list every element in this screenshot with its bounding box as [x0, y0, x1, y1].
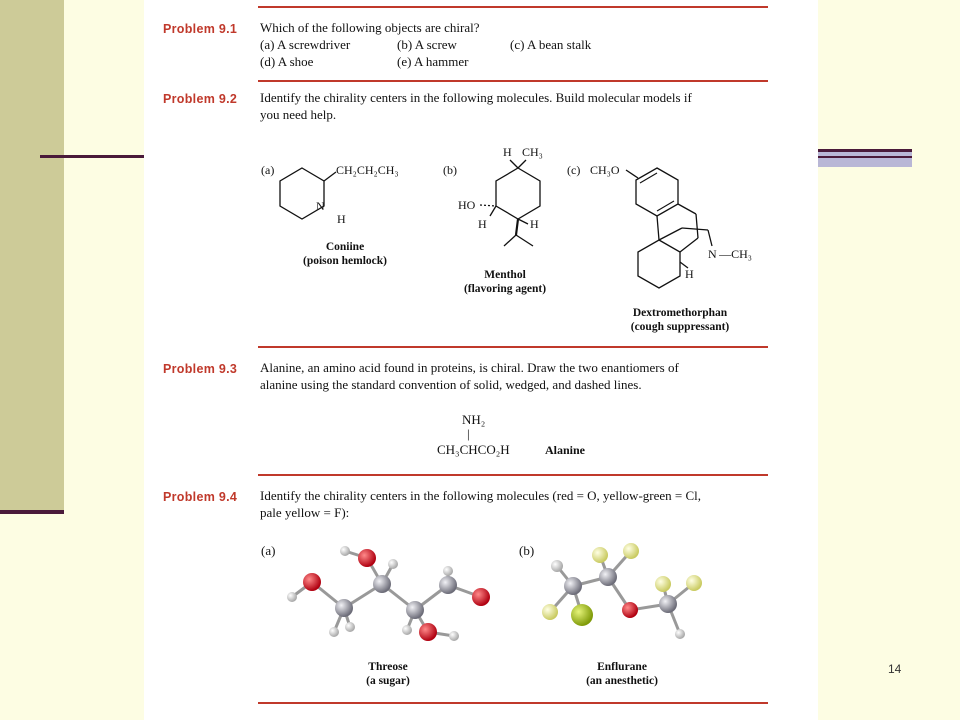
- carbon-atom: [406, 601, 424, 619]
- problem-9-2-line1: Identify the chirality centers in the following molecules. Build molecular models if: [260, 90, 692, 105]
- problem-9-1-question: Which of the following objects are chiral?: [260, 20, 480, 35]
- option-screwdriver: (a) A screwdriver: [260, 37, 351, 52]
- svg-text:CH₃O: CH₃O: [590, 163, 620, 177]
- slide-number: 14: [888, 662, 902, 676]
- problem-9-3-label: Problem 9.3: [163, 362, 238, 376]
- svg-text:N: N: [316, 199, 325, 213]
- problem-9-2-label: Problem 9.2: [163, 92, 238, 106]
- enflurane-model: [542, 543, 702, 639]
- option-screw: (b) A screw: [397, 37, 457, 52]
- option-hammer: (e) A hammer: [397, 54, 469, 69]
- problem-9-3-line2: alanine using the standard convention of solid, wedged, and dashed lines.: [260, 377, 642, 392]
- hydrogen-atom: [449, 631, 459, 641]
- oxygen-atom: [358, 549, 376, 567]
- svg-text:HO: HO: [458, 198, 476, 212]
- svg-text:H: H: [530, 217, 539, 231]
- svg-text:H: H: [337, 212, 346, 226]
- svg-text:N —CH₃: N —CH₃: [708, 247, 752, 261]
- fluorine-atom: [542, 604, 558, 620]
- threose-tag: (a): [261, 543, 276, 558]
- hydrogen-atom: [345, 622, 355, 632]
- carbon-atom: [599, 568, 617, 586]
- fluorine-atom: [686, 575, 702, 591]
- svg-text:(a): (a): [261, 163, 275, 177]
- fluorine-atom: [655, 576, 671, 592]
- svg-text:CH₂CH₂CH₃: CH₂CH₂CH₃: [336, 163, 399, 177]
- alanine-formula: CH₃CHCO₂H: [437, 442, 510, 457]
- oxygen-atom: [622, 602, 638, 618]
- carbon-atom: [659, 595, 677, 613]
- fluorine-atom: [592, 547, 608, 563]
- carbon-atom: [335, 599, 353, 617]
- enflurane-tag: (b): [519, 543, 535, 558]
- threose-caption: Threose (a sugar): [366, 661, 410, 687]
- carbon-atom: [373, 575, 391, 593]
- svg-text:H: H: [503, 145, 512, 159]
- svg-text:H: H: [685, 267, 694, 281]
- oxygen-atom: [419, 623, 437, 641]
- problem-9-3-line1: Alanine, an amino acid found in proteins, is chiral. Draw the two enantiomers of: [260, 360, 679, 375]
- problem-9-2-line2: you need help.: [260, 107, 337, 122]
- svg-text:(b): (b): [443, 163, 457, 177]
- rule-bottom: [258, 702, 768, 704]
- hydrogen-atom: [388, 559, 398, 569]
- option-bean-stalk: (c) A bean stalk: [510, 37, 592, 52]
- fluorine-atom: [623, 543, 639, 559]
- hydrogen-atom: [551, 560, 563, 572]
- svg-text:CH₃: CH₃: [522, 145, 543, 159]
- problem-9-1-label: Problem 9.1: [163, 22, 238, 36]
- oxygen-atom: [472, 588, 490, 606]
- problem-9-4-label: Problem 9.4: [163, 490, 238, 504]
- chlorine-atom: [571, 604, 593, 626]
- carbon-atom: [439, 576, 457, 594]
- hydrogen-atom: [340, 546, 350, 556]
- hydrogen-atom: [287, 592, 297, 602]
- hydrogen-atom: [329, 627, 339, 637]
- carbon-atom: [564, 577, 582, 595]
- problem-9-4-line1: Identify the chirality centers in the following molecules (red = O, yellow-green = Cl,: [260, 488, 702, 503]
- dextromethorphan-caption: Dextromethorphan (cough suppressant): [630, 307, 730, 333]
- alanine-nh2: NH₂: [462, 412, 486, 427]
- svg-text:H: H: [478, 217, 487, 231]
- alanine-bond: |: [467, 426, 470, 441]
- menthol-caption: Menthol (flavoring agent): [463, 269, 547, 295]
- hydrogen-atom: [402, 625, 412, 635]
- threose-model: [287, 546, 490, 641]
- oxygen-atom: [303, 573, 321, 591]
- alanine-label: Alanine: [545, 443, 586, 457]
- enflurane-caption: Enflurane (an anesthetic): [586, 661, 658, 687]
- coniine-caption: Coniine (poison hemlock): [302, 241, 388, 267]
- hydrogen-atom: [675, 629, 685, 639]
- hydrogen-atom: [443, 566, 453, 576]
- svg-text:(c): (c): [567, 163, 581, 177]
- option-shoe: (d) A shoe: [260, 54, 314, 69]
- problem-9-4-line2: pale yellow = F):: [260, 505, 350, 520]
